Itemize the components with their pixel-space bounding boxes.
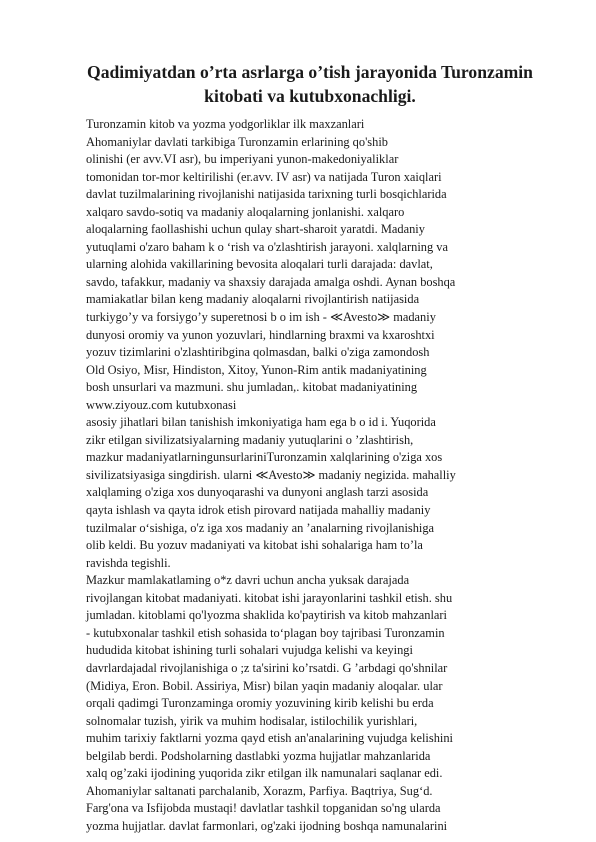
text-line: olib keldi. Bu yozuv madaniyati va kitobat ishi sohalariga ham to’la — [86, 538, 423, 553]
text-line: aloqalarning faollashishi uchun qulay shart-sharoit yaratdi. Madaniy — [86, 222, 425, 237]
text-line: savdo, tafakkur, madaniy va shaxsiy darajada amalga oshdi. Aynan boshqa — [86, 274, 456, 289]
text-line: Old Osiyo, Misr, Hindiston, Xitoy, Yunon-Rim antik madaniyatining — [86, 362, 427, 377]
text-line: jumladan. kitoblami qo'lyozma shaklida ko'paytirish va kitob mahzanlari — [86, 608, 447, 623]
text-line: ravishda tegishli. — [86, 555, 171, 570]
document-body — [86, 116, 526, 835]
text-line: dunyosi oromiy va yunon yozuvlari, hindlarning braxmi va kxaroshtxi — [86, 327, 435, 342]
text-line: solnomalar tuzish, yirik va muhim hodisalar, istilochilik yurishlari, — [86, 713, 418, 728]
title-line: Qadimiyatdan o’rta asrlarga o’tish jarayonida Turonzamin — [87, 62, 533, 82]
text-line: muhim tarixiy faktlarni yozma qayd etish an'analarining vujudga kelishini — [86, 731, 453, 746]
document-title — [70, 60, 550, 108]
text-line: turkiygo’y va forsiygo’y superetnosi b o im ish - ≪Avesto≫ madaniy — [86, 310, 436, 325]
text-line: mazkur madaniyatlarningunsurlariniTuronzamin xalqlarining o'ziga xos — [86, 450, 443, 465]
text-line: asosiy jihatlari bilan tanishish imkoniyatiga ham ega b o id i. Yuqorida — [86, 415, 436, 430]
text-line: bosh unsurlari va mazmuni. shu jumladan,. kitobat madaniyatining — [86, 380, 418, 395]
text-line: hududida kitobat ishining turli sohalari vujudga kelishi va keyingi — [86, 643, 413, 658]
text-line: www.ziyouz.com kutubxonasi — [86, 397, 237, 412]
text-line: zikr etilgan sivilizatsiyalarning madaniy yutuqlarini o ’zlashtirish, — [86, 432, 414, 447]
text-line: yutuqlami o'zaro baham k o ‘rish va o'zlashtirish jarayoni. xalqlarning va — [86, 239, 448, 254]
text-line: tuzilmalar o‘sishiga, o'z iga xos madaniy an ’analarning rivojlanishiga — [86, 520, 435, 535]
text-line: mamiakatlar bilan keng madaniy aloqalarni rivojlantirish natijasida — [86, 292, 420, 307]
text-line: yozma hujjatlar. davlat farmonlari, og'zaki ijodning boshqa namunalarini — [86, 818, 448, 833]
text-line: sivilizatsiyasiga singdirish. ularni ≪Avesto≫ madaniy negizida. mahalliy — [86, 467, 456, 482]
text-line: yozuv tizimlarini o'zlashtiribgina qolmasdan, balki o'ziga zamondosh — [86, 345, 430, 360]
text-line: Mazkur mamlakatlaming o*z davri uchun ancha yuksak darajada — [86, 573, 410, 588]
text-line: rivojlangan kitobat madaniyati. kitobat ishi jarayonlarini tashkil etish. shu — [86, 590, 453, 605]
text-line: (Midiya, Eron. Bobil. Assiriya, Misr) bilan yaqin madaniy aloqalar. ular — [86, 678, 443, 693]
text-line: ularning alohida vakillarining bevosita aloqalari turli darajada: davlat, — [86, 257, 433, 272]
text-line: qayta ishlash va qayta idrok etish pirovard natijada mahalliy madaniy — [86, 503, 431, 518]
text-line: belgilab berdi. Podsholarning dastlabki yozma hujjatlar mahzanlarida — [86, 748, 431, 763]
text-line: Turonzamin kitob va yozma yodgorliklar ilk maxzanlari — [86, 117, 365, 131]
title-line: kitobati va kutubxonachligi. — [204, 86, 416, 106]
text-line: xalqaro savdo-sotiq va madaniy aloqalarning jonlanishi. xalqaro — [86, 204, 405, 219]
text-line: Ahomaniylar davlati tarkibiga Turonzamin erlarining qo'shib — [86, 134, 388, 149]
text-line: Ahomaniylar saltanati parchalanib, Xorazm, Parfiya. Baqtriya, Sug‘d. — [86, 783, 433, 798]
text-line: xalq og’zaki ijodining yuqorida zikr etilgan ilk namunalari saqlanar edi. — [86, 766, 443, 781]
text-line: tomonidan tor-mor keltirilishi (er.avv. IV asr) va natijada Turon xaiqlari — [86, 169, 442, 184]
text-line: orqali qadimgi Turonzaminga oromiy yozuvining kirib kelishi bu erda — [86, 696, 434, 711]
text-line: Farg'ona va Isfijobda mustaqi! davlatlar tashkil topganidan so'ng ularda — [86, 801, 441, 816]
text-line: davrlardajadal rivojlanishiga o ;z ta'sirini ko’rsatdi. G ’arbdagi qo'shnilar — [86, 660, 448, 675]
text-line: - kutubxonalar tashkil etish sohasida to‘plagan boy tajribasi Turonzamin — [86, 625, 445, 640]
text-line: xalqlaming o'ziga xos dunyoqarashi va dunyoni anglash tarzi asosida — [86, 485, 429, 500]
text-line: olinishi (er avv.VI asr), bu imperiyani yunon-makedoniyaliklar — [86, 152, 399, 167]
text-line: davlat tuzilmalarining rivojlanishi natijasida tarixning turli bosqichlarida — [86, 187, 447, 202]
